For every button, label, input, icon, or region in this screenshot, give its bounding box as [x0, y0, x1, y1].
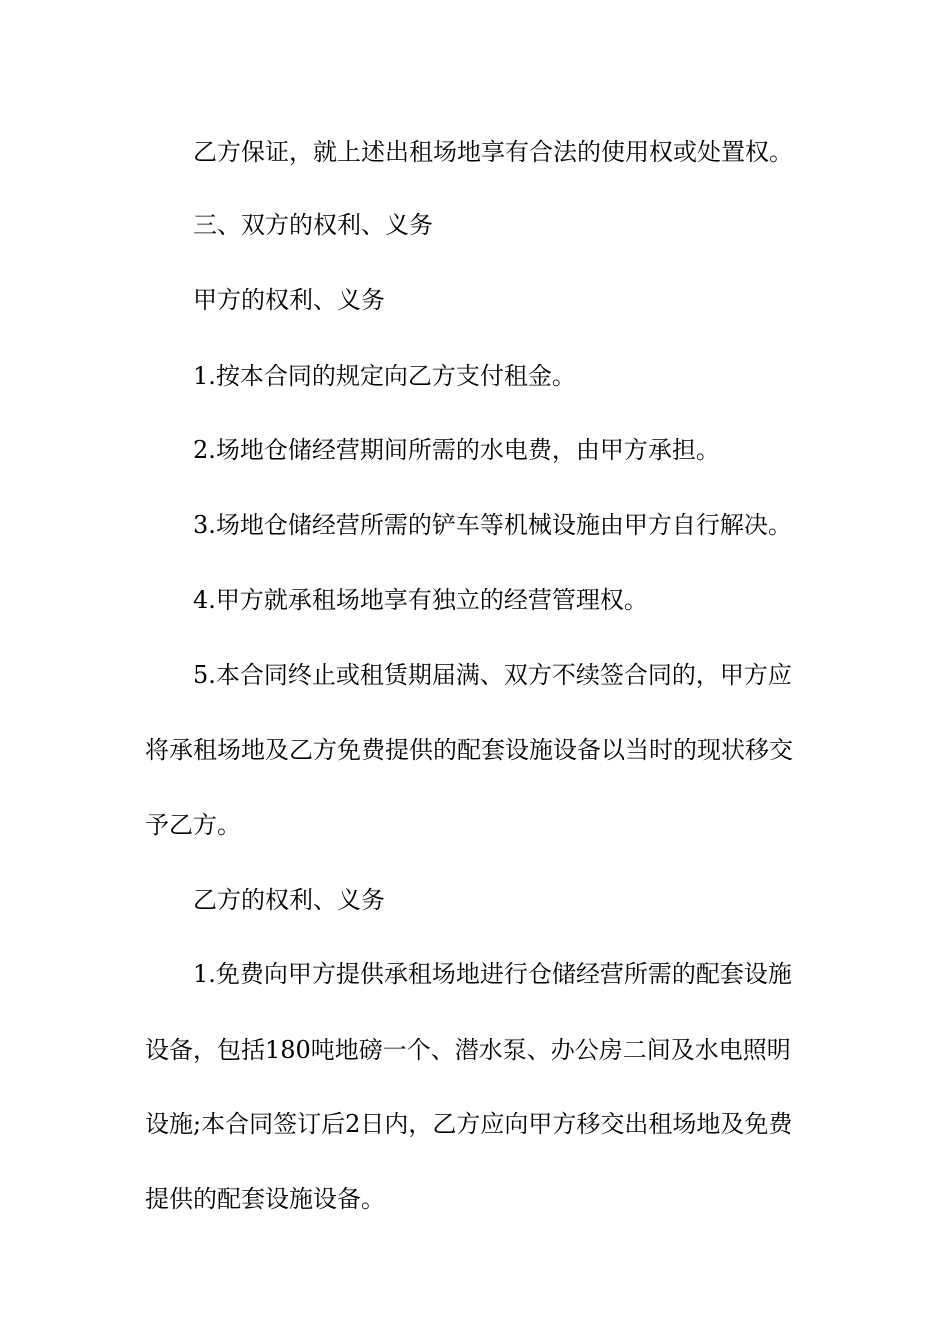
list-item-line: 设备，包括180吨地磅一个、潜水泵、办公房二间及水电照明 — [145, 1036, 791, 1064]
list-item-line: 1.按本合同的规定向乙方支付租金。 — [193, 362, 576, 390]
list-item-line: 予乙方。 — [145, 811, 241, 839]
list-item-line: 2.场地仓储经营期间所需的水电费，由甲方承担。 — [193, 436, 720, 464]
list-item-line: 4.甲方就承租场地享有独立的经营管理权。 — [193, 586, 648, 614]
list-item-line: 3.场地仓储经营所需的铲车等机械设施由甲方自行解决。 — [193, 511, 792, 539]
list-item-line: 提供的配套设施设备。 — [145, 1185, 385, 1213]
list-item-line: 将承租场地及乙方免费提供的配套设施设备以当时的现状移交 — [145, 736, 793, 764]
subsection-heading: 乙方的权利、义务 — [193, 886, 385, 914]
section-heading: 三、双方的权利、义务 — [193, 211, 433, 239]
subsection-heading: 甲方的权利、义务 — [193, 286, 385, 314]
paragraph-line: 乙方保证，就上述出租场地享有合法的使用权或处置权。 — [193, 138, 793, 166]
list-item-line: 5.本合同终止或租赁期届满、双方不续签合同的，甲方应 — [193, 661, 792, 689]
list-item-line: 1.免费向甲方提供承租场地进行仓储经营所需的配套设施 — [193, 960, 792, 988]
list-item-line: 设施;本合同签订后2日内，乙方应向甲方移交出租场地及免费 — [145, 1110, 793, 1138]
